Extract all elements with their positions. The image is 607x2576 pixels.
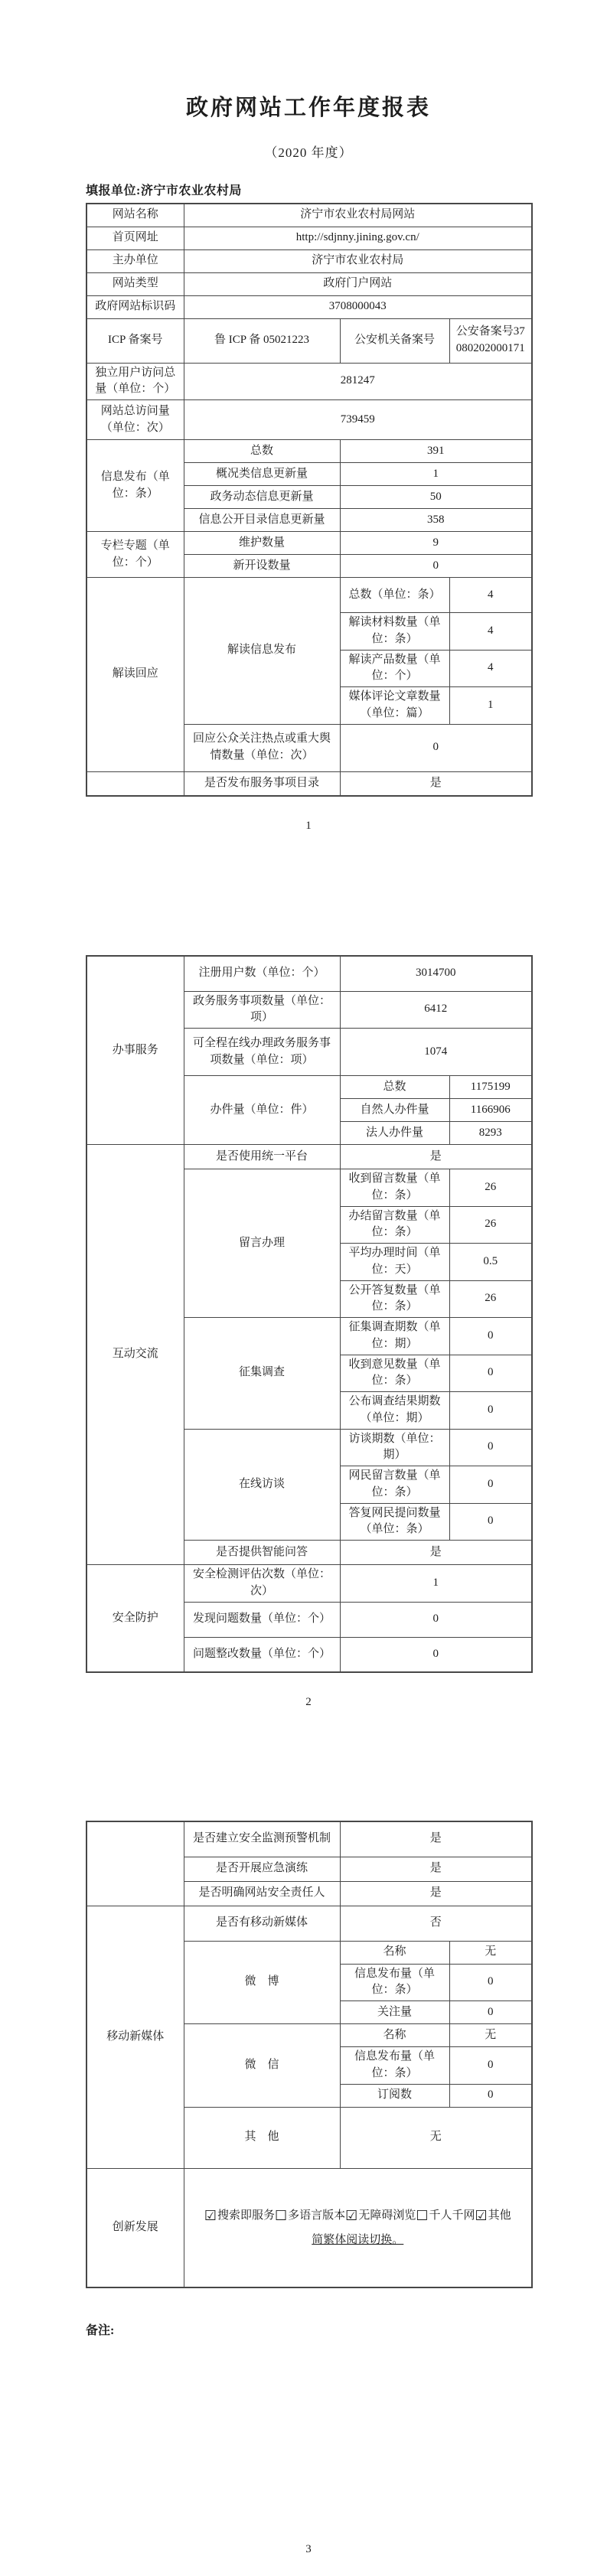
value-cell: 0 [449,1429,532,1466]
label-cell: 答复网民提问数量（单位：条） [340,1503,449,1541]
value-cell: 6412 [340,991,532,1029]
value-cell: 否 [340,1906,532,1941]
table-row [86,2168,532,2287]
page-number: 2 [305,1696,312,1708]
label-cell: 其 他 [184,2107,340,2168]
checkbox-checked-icon: ☑ [345,2207,358,2224]
service-interaction-table [86,955,533,1673]
value-cell: 济宁市农业农村局网站 [184,204,532,227]
value-cell: 4 [449,578,532,613]
value-cell: 0 [449,1964,532,2001]
label-cell: 网站名称 [86,204,184,227]
value-cell: 是 [340,771,532,796]
label-cell: 媒体评论文章数量（单位：篇） [340,687,449,725]
table-row [86,318,532,363]
label-cell: 解读材料数量（单位：条） [340,613,449,651]
section-label-cell: 解读回应 [86,578,184,772]
value-cell: 1 [340,1565,532,1603]
value-cell: 26 [449,1280,532,1318]
value-cell: 739459 [184,400,532,440]
value-cell: 3708000043 [184,295,532,318]
value-cell: 公安备案号37080202000171 [449,318,532,363]
value-cell: 0 [449,1466,532,1504]
section-label-cell: 互动交流 [86,1145,184,1565]
innovation-options-cell [184,2168,532,2287]
label-cell: 政务服务事项数量（单位：项） [184,991,340,1029]
value-cell: 政府门户网站 [184,272,532,295]
label-cell: 解读信息发布 [184,578,340,725]
label-cell: 关注量 [340,2001,449,2024]
value-cell: 3014700 [340,956,532,991]
value-cell: http://sdjnny.jining.gov.cn/ [184,227,532,249]
empty-cell [86,1821,184,1906]
label-cell: 是否发布服务事项目录 [184,771,340,796]
value-cell: 济宁市农业农村局 [184,249,532,272]
table-row [86,532,532,555]
value-cell: 281247 [184,363,532,400]
label-cell: 名称 [340,2024,449,2047]
checkbox-checked-icon: ☑ [204,2207,217,2224]
value-cell: 无 [340,2107,532,2168]
innovation-option-label: 千人千网 [429,2209,475,2222]
label-cell: 注册用户数（单位：个） [184,956,340,991]
section-label-cell: 办事服务 [86,956,184,1145]
label-cell: 创新发展 [86,2168,184,2287]
label-cell: 信息发布量（单位：条） [340,2047,449,2085]
value-cell: 4 [449,613,532,651]
innovation-option-label: 搜索即服务 [217,2209,276,2222]
report-year: （2020 年度） [264,145,353,160]
table-row [86,272,532,295]
label-cell: 概况类信息更新量 [184,463,340,486]
section-label-cell: 微 博 [184,1941,340,2024]
value-cell: 1175199 [449,1076,532,1099]
table-row [86,227,532,249]
value-cell: 50 [340,486,532,509]
section-label-cell: 征集调查 [184,1318,340,1430]
label-cell: 主办单位 [86,249,184,272]
label-cell: 总数 [184,440,340,463]
label-cell: 总数 [340,1076,449,1099]
innovation-other-note: 简繁体阅读切换。 [312,2233,404,2246]
label-cell: 新开设数量 [184,555,340,578]
innovation-option-label: 无障碍浏览 [358,2209,416,2222]
value-cell: 0 [449,1392,532,1430]
label-cell: 信息发布量（单位：条） [340,1964,449,2001]
value-cell: 1 [340,463,532,486]
table-row [86,1821,532,1857]
table-row [86,249,532,272]
label-cell: 政务动态信息更新量 [184,486,340,509]
section-label-cell: 办件量（单位：件） [184,1076,340,1145]
value-cell: 0 [340,1602,532,1637]
label-cell: 访谈期数（单位：期） [340,1429,449,1466]
value-cell: 0 [449,1503,532,1541]
label-cell: 安全检测评估次数（单位：次） [184,1565,340,1603]
label-cell: 是否提供智能问答 [184,1541,340,1565]
checkbox-checked-icon: ☑ [475,2207,488,2224]
table-row [86,363,532,400]
section-label-cell: 移动新媒体 [86,1906,184,2168]
value-cell: 0 [449,2047,532,2085]
table-row [86,440,532,463]
label-cell: 网民留言数量（单位：条） [340,1466,449,1504]
value-cell: 0 [449,2084,532,2107]
label-cell: 公安机关备案号 [340,318,449,363]
label-cell: 征集调查期数（单位：期） [340,1318,449,1355]
value-cell: 9 [340,532,532,555]
label-cell: 是否开展应急演练 [184,1857,340,1881]
value-cell: 0 [449,1355,532,1392]
section-label-cell: 在线访谈 [184,1429,340,1541]
label-cell: 名称 [340,1941,449,1964]
value-cell: 0 [340,555,532,578]
empty-cell [86,771,184,796]
value-cell: 391 [340,440,532,463]
label-cell: 总数（单位：条） [340,578,449,613]
section-label-cell: 信息发布（单位：条） [86,440,184,532]
label-cell: 独立用户访问总量（单位：个） [86,363,184,400]
page-title: 政府网站工作年度报表 [185,96,431,120]
label-cell: 政府网站标识码 [86,295,184,318]
label-cell: 公开答复数量（单位：条） [340,1280,449,1318]
notes-label: 备注: [86,2324,115,2337]
checkbox-unchecked-icon: ☐ [416,2207,429,2224]
page-content [86,0,531,2556]
table-row [86,1565,532,1603]
reporting-unit: 填报单位:济宁市农业农村局 [86,184,242,197]
label-cell: 公布调查结果期数（单位：期） [340,1392,449,1430]
label-cell: 信息公开目录信息更新量 [184,509,340,532]
table-row [86,204,532,227]
label-cell: 是否使用统一平台 [184,1145,340,1169]
value-cell: 是 [340,1145,532,1169]
value-cell: 26 [449,1169,532,1207]
section-label-cell: 安全防护 [86,1565,184,1673]
table-row [86,771,532,796]
label-cell: 解读产品数量（单位：个） [340,650,449,687]
section-label-cell: 微 信 [184,2024,340,2108]
page-number: 1 [305,820,312,832]
label-cell: 发现问题数量（单位：个） [184,1602,340,1637]
label-cell: 回应公众关注热点或重大舆情数量（单位：次） [184,724,340,771]
value-cell: 26 [449,1206,532,1244]
innovation-checkbox-line [188,2206,528,2226]
label-cell: 自然人办件量 [340,1099,449,1122]
label-cell: 办结留言数量（单位：条） [340,1206,449,1244]
basic-info-table [86,203,533,797]
label-cell: 订阅数 [340,2084,449,2107]
value-cell: 是 [340,1541,532,1565]
table-row [86,400,532,440]
value-cell: 358 [340,509,532,532]
table-row [86,578,532,613]
value-cell: 1166906 [449,1099,532,1122]
section-label-cell: 专栏专题（单位：个） [86,532,184,578]
label-cell: 维护数量 [184,532,340,555]
value-cell: 0 [449,2001,532,2024]
label-cell: 首页网址 [86,227,184,249]
checkbox-unchecked-icon: ☐ [275,2207,288,2224]
value-cell: 0 [340,1637,532,1672]
label-cell: 平均办理时间（单位：天） [340,1244,449,1281]
label-cell: 网站总访问量（单位：次） [86,400,184,440]
label-cell: 是否明确网站安全责任人 [184,1881,340,1906]
value-cell: 0 [340,724,532,771]
label-cell: 收到意见数量（单位：条） [340,1355,449,1392]
table-row [86,295,532,318]
table-row [86,956,532,991]
value-cell: 0 [449,1318,532,1355]
value-cell: 是 [340,1881,532,1906]
page-number: 3 [305,2543,312,2555]
table-row [86,1906,532,1941]
label-cell: 问题整改数量（单位：个） [184,1637,340,1672]
value-cell: 1074 [340,1029,532,1076]
value-cell: 无 [449,1941,532,1964]
label-cell: 是否有移动新媒体 [184,1906,340,1941]
value-cell: 0.5 [449,1244,532,1281]
value-cell: 是 [340,1857,532,1881]
label-cell: 收到留言数量（单位：条） [340,1169,449,1207]
value-cell: 是 [340,1821,532,1857]
innovation-option-label: 多语言版本 [288,2209,346,2222]
security-newmedia-table [86,1821,533,2288]
label-cell: 可全程在线办理政务服务事项数量（单位：项） [184,1029,340,1076]
value-cell: 8293 [449,1122,532,1145]
section-label-cell: 留言办理 [184,1169,340,1318]
table-row [86,1145,532,1169]
value-cell: 无 [449,2024,532,2047]
value-cell: 4 [449,650,532,687]
innovation-option-label: 其他 [488,2209,511,2222]
label-cell: 是否建立安全监测预警机制 [184,1821,340,1857]
label-cell: 法人办件量 [340,1122,449,1145]
label-cell: 鲁 ICP 备 05021223 [184,318,340,363]
value-cell: 1 [449,687,532,725]
label-cell: 网站类型 [86,272,184,295]
label-cell: ICP 备案号 [86,318,184,363]
